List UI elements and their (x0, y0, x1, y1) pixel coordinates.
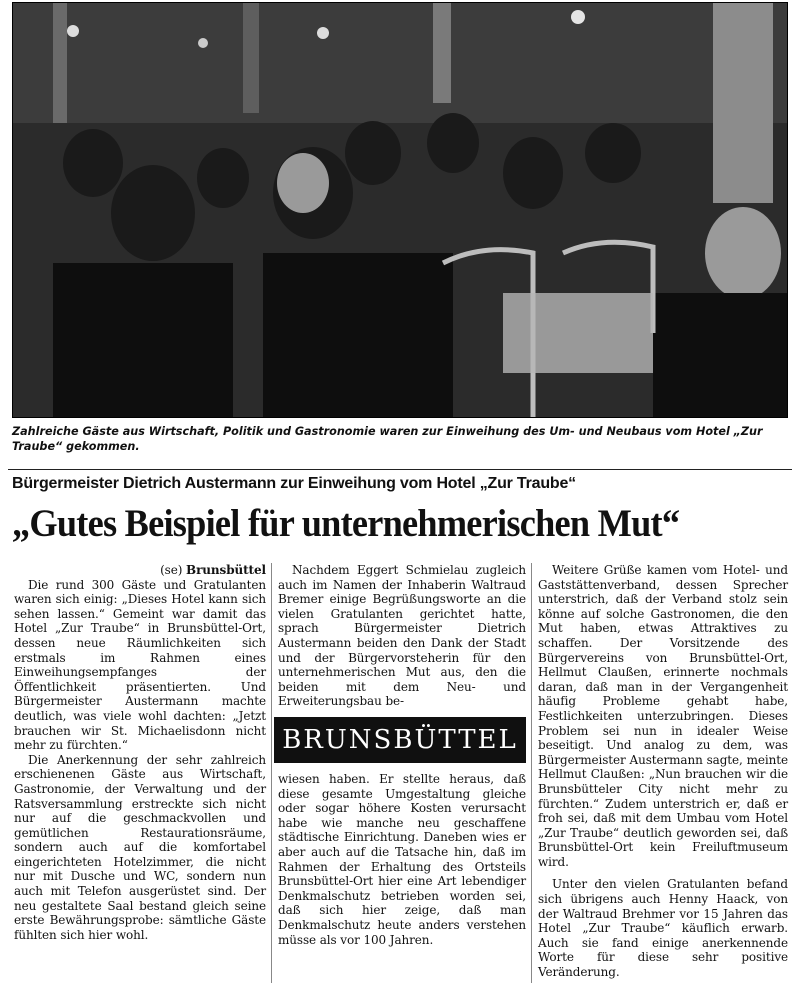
article-photo (12, 2, 788, 418)
byline-place: Brunsbüttel (186, 563, 266, 577)
article-column-2-bottom (278, 772, 526, 947)
article-column-1 (14, 563, 266, 942)
paragraph: wiesen haben. Er stellte heraus, daß diese gesamte Umgestaltung gleiche oder sogar höhere Kosten verursacht habe wie manche neu geschaffene städtische Einrichtung. Daneben wies er aber auch auf die Tatsache hin, daß im Rahmen der Erhaltung des Ortsteils Brunsbüttel-Ort hier eine Art lebendiger Denkmalschutz betrieben worden sei, daß sich hier zeige, daß man Denkmalschutz heute anders verstehen müsse als vor 100 Jahren. (278, 772, 526, 947)
article-column-2-top (278, 563, 526, 709)
paragraph: Die rund 300 Gäste und Gratulanten waren sich einig: „Dieses Hotel kann sich sehen lassen.“ Gemeint war damit das Hotel „Zur Traube“ in Brunsbüttel-Ort, dessen neue Räumlichkeiten sich erstmals im Rahmen eines Einweihungsempfanges der Öffentlichkeit präsentierten. Und Bürgermeister Austermann machte deutlich, was viele wohl dachten: „Jetzt brauchen wir St. Michaelisdonn nicht mehr zu fürchten.“ (14, 577, 266, 753)
photo-restaurant-guests (13, 3, 787, 417)
paragraph: Die Anerkennung der sehr zahlreich erschienenen Gäste aus Wirtschaft, Gastronomie, der Verwaltung und der Ratsversammlung erstreckte sich nicht nur auf die geschmackvollen und gemütlichen Restaurationsräume, sondern auch auf die komfortabel eingerichteten Hotelzimmer, die nicht nur mit Dusche und WC, sondern nun auch mit Telefon ausgerüstet sind. Der neu gestaltete Saal bestand gleich seine erste Bewährungsprobe: sämtliche Gäste fühlten sich hier wohl. (14, 752, 266, 942)
column-divider (271, 563, 272, 983)
brunsbuettel-logo (274, 717, 526, 763)
paragraph: Weitere Grüße kamen vom Hotel- und Gaststättenverband, dessen Sprecher unterstrich, daß der Verband stolz sein könne auf solche Gastronomen, die den Mut haben, etwas Attraktives zu schaffen. Der Vorsitzende des Bürgervereins von Brunsbüttel-Ort, Hellmut Claußen, erinnerte nochmals daran, daß man in der Vergangenheit häufig Probleme gehabt habe, Festlichkeiten unterzubringen. Dieses Problem sei nun in idealer Weise beseitigt. Und analog zu dem, was Bürgermeister Austermann sagte, meinte Hellmut Claußen: „Nun brauchen wir die Brunsbütteler City nicht mehr zu fürchten.“ Zudem unterstrich er, daß er froh sei, daß mit dem Umbau vom Hotel „Zur Traube“ deutlich geworden sei, daß Brunsbüttel-Ort kein Freiluftmuseum wird. (538, 563, 788, 869)
top-rule (8, 469, 792, 470)
paragraph: Nachdem Eggert Schmielau zugleich auch im Namen der Inhaberin Waltraud Bremer einige Begrüßungsworte an die vielen Gratulanten gerichtet hatte, sprach Bürgermeister Dietrich Austermann beiden den Dank der Stadt und der Bürgervorsteherin für den unternehmerischen Mut aus, den die beiden mit dem Neu- und Erweiterungsbau be- (278, 563, 526, 709)
photo-caption: Zahlreiche Gäste aus Wirtschaft, Politik und Gastronomie waren zur Einweihung des Um- und Neubaus vom Hotel „Zur Traube“ gekommen. (12, 425, 763, 453)
paragraph: Unter den vielen Gratulanten befand sich übrigens auch Henny Haack, von der Waltraud Brehmer vor 15 Jahren das Hotel „Zur Traube“ käuflich erwarb. Auch sie fand einige anerkennende Worte für diese sehr positive Veränderung. (538, 877, 788, 980)
byline-prefix: (se) (160, 563, 183, 577)
byline (14, 563, 266, 578)
headline: „Gutes Beispiel für unternehmerischen Mut“ (12, 502, 680, 545)
article-column-3 (538, 563, 788, 980)
kicker-line: Bürgermeister Dietrich Austermann zur Einweihung vom Hotel „Zur Traube“ (12, 475, 576, 492)
column-divider (531, 563, 532, 983)
logo-text: BRUNSBÜTTEL (282, 725, 518, 755)
